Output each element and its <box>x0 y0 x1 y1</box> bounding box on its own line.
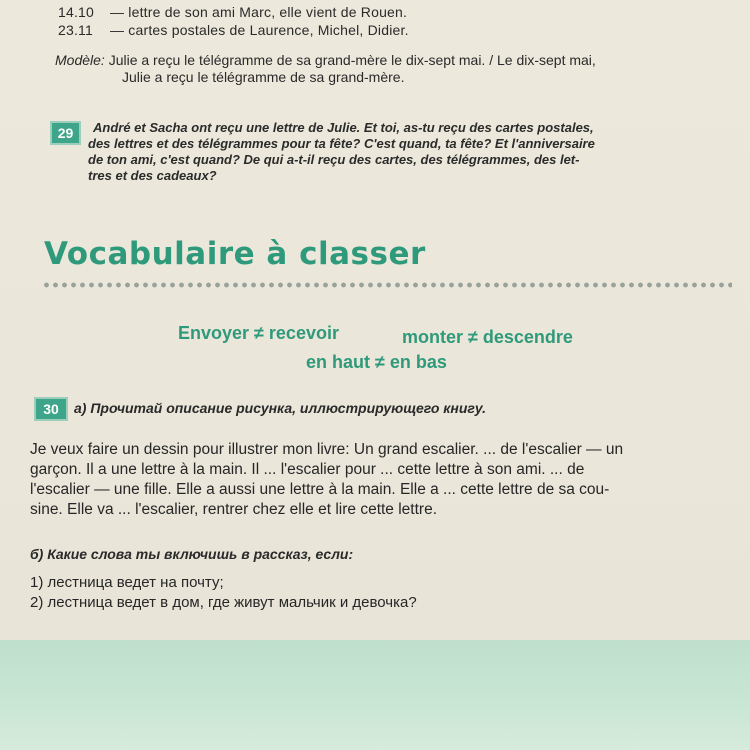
word-pair-monter: monter ≠ descendre <box>402 327 573 347</box>
modele-line-2 <box>122 69 404 85</box>
exercise-29-line: de ton ami, c'est quand? De qui a-t-il reçu des cartes, des télégrammes, des let- <box>88 152 580 167</box>
modele-text-2: Julie a reçu le télégramme de sa grand-mère. <box>122 69 405 85</box>
exercise-number-badge: 30 <box>34 397 68 421</box>
list-text: cartes postales de Laurence, Michel, Didier. <box>128 22 409 38</box>
modele-text-1: Julie a reçu le télégramme de sa grand-mère le dix-sept mai. / Le dix-sept mai, <box>108 52 596 68</box>
exercise-29-line: des lettres et des télégrammes pour ta fête? C'est quand, ta fête? Et l'anniversaire <box>88 136 595 151</box>
list-item <box>58 22 409 38</box>
paragraph-line: l'escalier — une fille. Elle a aussi une lettre à la main. Elle a ... cette lettre de sa cou- <box>30 481 610 498</box>
list-dash: — <box>110 22 125 38</box>
list-text: lettre de son ami Marc, elle vient de Rouen. <box>128 4 408 20</box>
paragraph-line: garçon. Il a une lettre à la main. Il ... l'escalier pour ... cette lettre à son ami. ... de <box>30 461 585 478</box>
list-dash: — <box>110 4 125 20</box>
list-item <box>58 4 407 20</box>
exercise-29-line: tres et des cadeaux? <box>88 168 217 183</box>
paragraph-line: sine. Elle va ... l'escalier, rentrer chez elle et lire cette lettre. <box>30 501 437 518</box>
exercise-30-task-b: б) Какие слова ты включишь в рассказ, если: <box>30 546 354 562</box>
modele-label: Modèle: <box>55 52 105 68</box>
paragraph-line: Je veux faire un dessin pour illustrer mon livre: Un grand escalier. ... de l'escalier — un <box>30 441 624 458</box>
modele-line-1 <box>55 52 596 68</box>
list-date: 23.11 <box>58 22 93 38</box>
dotted-divider <box>42 281 732 289</box>
list-item: 2) лестница ведет в дом, где живут мальчик и девочка? <box>30 594 417 611</box>
exercise-30-task-a: а) Прочитай описание рисунка, иллюстрирующего книгу. <box>74 400 487 416</box>
list-item: 1) лестница ведет на почту; <box>30 574 224 591</box>
word-pair-envoyer: Envoyer ≠ recevoir <box>178 323 339 343</box>
section-title: Vocabulaire à classer <box>44 236 426 272</box>
exercise-number-badge: 29 <box>50 121 81 145</box>
page-bottom-band <box>0 640 750 750</box>
word-pair-en-haut: en haut ≠ en bas <box>306 352 447 372</box>
list-date: 14.10 <box>58 4 95 20</box>
exercise-29-line: André et Sacha ont reçu une lettre de Julie. Et toi, as-tu reçu des cartes postales, <box>93 120 594 135</box>
